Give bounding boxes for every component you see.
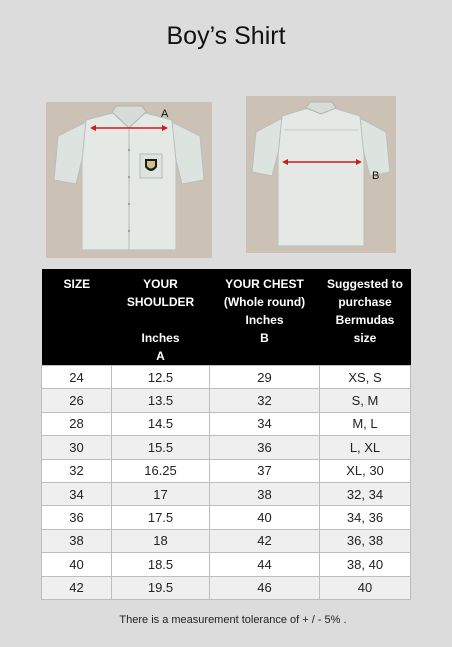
cell-bermudas: L, XL: [320, 436, 411, 459]
header-shoulder-line4: A: [156, 349, 165, 363]
table-row: [42, 482, 411, 505]
table-row: [42, 436, 411, 459]
cell-shoulder: 16.25: [112, 459, 210, 482]
header-chest-line2: (Whole round): [223, 295, 306, 309]
header-bermudas-line4: size: [353, 331, 377, 345]
header-chest-line1: YOUR CHEST: [225, 277, 304, 291]
cell-chest: 37: [210, 459, 320, 482]
tolerance-footnote: There is a measurement tolerance of + / - 5% .: [119, 614, 347, 626]
header-chest-line4: B: [260, 331, 269, 345]
cell-size: 42: [42, 576, 112, 599]
cell-chest: 32: [210, 389, 320, 412]
header-chest: [210, 269, 320, 366]
page-title: Boy’s Shirt: [166, 22, 286, 50]
cell-bermudas: 40: [320, 576, 411, 599]
cell-shoulder: 15.5: [112, 436, 210, 459]
cell-size: 32: [42, 459, 112, 482]
cell-bermudas: XL, 30: [320, 459, 411, 482]
measure-label-a: A: [161, 108, 169, 120]
cell-size: 30: [42, 436, 112, 459]
table-row: [42, 412, 411, 435]
cell-chest: 34: [210, 412, 320, 435]
cell-bermudas: 38, 40: [320, 553, 411, 576]
cell-bermudas: 34, 36: [320, 506, 411, 529]
header-bermudas-line2: purchase: [338, 295, 392, 309]
cell-shoulder: 13.5: [112, 389, 210, 412]
header-shoulder-line2: SHOULDER: [126, 295, 195, 309]
cell-shoulder: 14.5: [112, 412, 210, 435]
header-shoulder-line1: YOUR: [143, 277, 178, 291]
cell-size: 40: [42, 553, 112, 576]
cell-bermudas: XS, S: [320, 366, 411, 389]
table-row: [42, 553, 411, 576]
cell-size: 26: [42, 389, 112, 412]
header-size: [42, 269, 112, 366]
cell-chest: 40: [210, 506, 320, 529]
cell-chest: 29: [210, 366, 320, 389]
header-bermudas: [320, 269, 411, 366]
table-row: [42, 576, 411, 599]
cell-chest: 42: [210, 529, 320, 552]
table-row: [42, 529, 411, 552]
cell-chest: 46: [210, 576, 320, 599]
shirt-front-photo: [46, 102, 212, 258]
size-chart-table: [41, 269, 411, 600]
cell-size: 24: [42, 366, 112, 389]
cell-shoulder: 12.5: [112, 366, 210, 389]
cell-size: 36: [42, 506, 112, 529]
cell-chest: 38: [210, 482, 320, 505]
cell-size: 38: [42, 529, 112, 552]
header-bermudas-line1: Suggested to: [326, 277, 403, 291]
table-row: [42, 366, 411, 389]
cell-size: 28: [42, 412, 112, 435]
cell-shoulder: 19.5: [112, 576, 210, 599]
cell-shoulder: 18: [112, 529, 210, 552]
cell-shoulder: 17: [112, 482, 210, 505]
cell-bermudas: 32, 34: [320, 482, 411, 505]
header-shoulder: [112, 269, 210, 366]
measure-label-b: B: [372, 170, 380, 182]
header-size-label: SIZE: [63, 277, 91, 291]
cell-bermudas: S, M: [320, 389, 411, 412]
header-chest-line3: Inches: [245, 313, 284, 327]
cell-bermudas: M, L: [320, 412, 411, 435]
cell-bermudas: 36, 38: [320, 529, 411, 552]
cell-size: 34: [42, 482, 112, 505]
table-row: [42, 389, 411, 412]
cell-shoulder: 18.5: [112, 553, 210, 576]
cell-chest: 44: [210, 553, 320, 576]
cell-chest: 36: [210, 436, 320, 459]
cell-shoulder: 17.5: [112, 506, 210, 529]
header-shoulder-line3: Inches: [141, 331, 180, 345]
table-header-row: [42, 269, 411, 366]
header-bermudas-line3: Bermudas: [335, 313, 395, 327]
shirt-front-illustration: [46, 102, 212, 258]
table-row: [42, 506, 411, 529]
table-row: [42, 459, 411, 482]
